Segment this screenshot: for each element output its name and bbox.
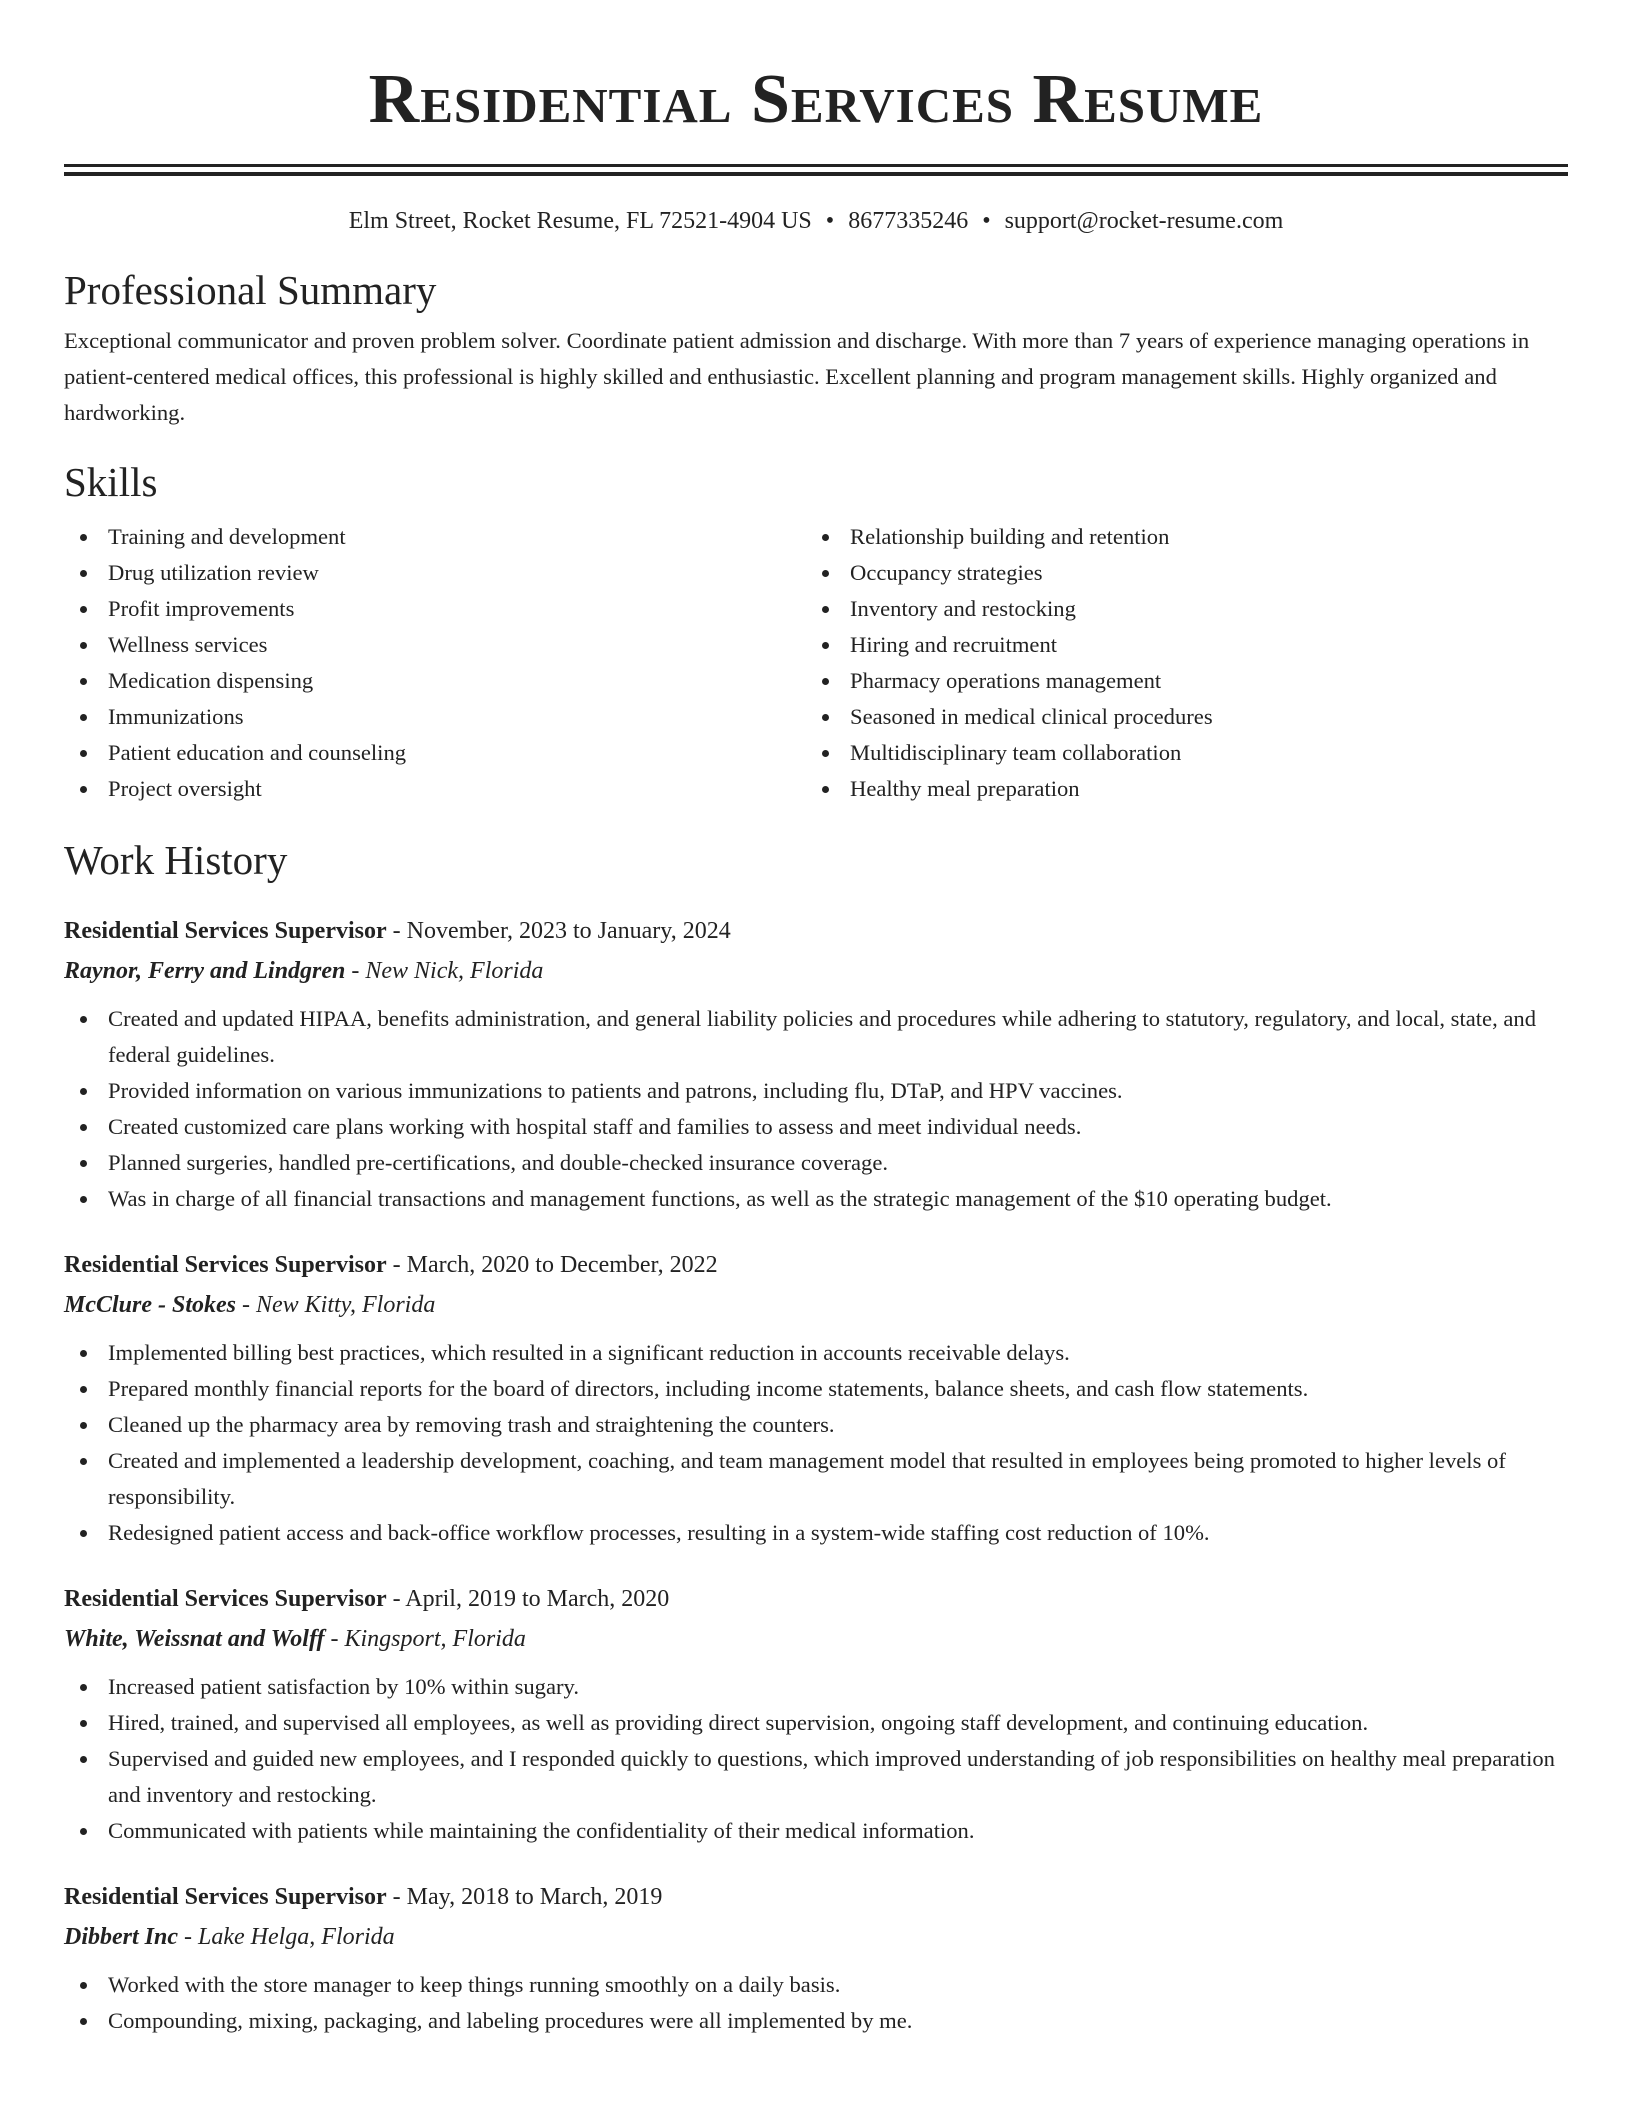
- duty-item: Redesigned patient access and back-office workflow processes, resulting in a system-wide staffing cost reduction of 10%.: [64, 1515, 1568, 1551]
- duty-item: Increased patient satisfaction by 10% within sugary.: [64, 1669, 1568, 1705]
- duty-item: Implemented billing best practices, which resulted in a significant reduction in accounts receivable delays.: [64, 1335, 1568, 1371]
- job-duties: [64, 1967, 1568, 2039]
- skill-item: Relationship building and retention: [806, 519, 1548, 555]
- summary-heading: Professional Summary: [64, 267, 437, 313]
- contact-separator: •: [825, 208, 835, 234]
- job-employer-line: [64, 1287, 1568, 1323]
- duty-item: Worked with the store manager to keep things running smoothly on a daily basis.: [64, 1967, 1568, 2003]
- contact-line: [64, 206, 1568, 236]
- contact-phone: 8677335246: [848, 208, 969, 234]
- duty-item: Created customized care plans working with hospital staff and families to assess and meet individual needs.: [64, 1109, 1568, 1145]
- header-rule-bottom: [64, 172, 1568, 176]
- job-employer-line: [64, 953, 1568, 989]
- duty-item: Provided information on various immunizations to patients and patrons, including flu, DTaP, and HPV vaccines.: [64, 1073, 1568, 1109]
- duty-item: Supervised and guided new employees, and I responded quickly to questions, which improved understanding of job responsibilities on healthy meal preparation and inventory and restocking.: [64, 1741, 1568, 1813]
- duty-item: Created and updated HIPAA, benefits administration, and general liability policies and procedures while adhering to statutory, regulatory, and local, state, and federal guidelines.: [64, 1001, 1568, 1073]
- resume-page: [64, 0, 1568, 2039]
- job-title-line: [64, 1879, 1568, 1915]
- job-location: - New Kitty, Florida: [236, 1292, 436, 1318]
- job-title: Residential Services Supervisor: [64, 1586, 387, 1612]
- job-duties: [64, 1001, 1568, 1217]
- job-location: - Kingsport, Florida: [324, 1626, 526, 1652]
- job-location: - New Nick, Florida: [345, 958, 544, 984]
- job-dates: - November, 2023 to January, 2024: [386, 918, 731, 944]
- job-title: Residential Services Supervisor: [64, 1252, 387, 1278]
- job-duties: [64, 1335, 1568, 1551]
- job-title-line: [64, 913, 1568, 949]
- job-employer-line: [64, 1919, 1568, 1955]
- skills-column-right: [806, 519, 1548, 807]
- skills-list: [64, 519, 1568, 807]
- skill-item: Occupancy strategies: [806, 555, 1548, 591]
- skill-item: Patient education and counseling: [64, 735, 806, 771]
- job-title: Residential Services Supervisor: [64, 918, 387, 944]
- duty-item: Prepared monthly financial reports for the board of directors, including income statements, balance sheets, and cash flow statements.: [64, 1371, 1568, 1407]
- job-entry: [64, 1879, 1568, 2039]
- skills-heading: Skills: [64, 459, 158, 505]
- job-duties: [64, 1669, 1568, 1849]
- resume-title: Residential Services Resume: [368, 61, 1264, 138]
- duty-item: Hired, trained, and supervised all employees, as well as providing direct supervision, ongoing staff development, and continuing education.: [64, 1705, 1568, 1741]
- summary-text: Exceptional communicator and proven problem solver. Coordinate patient admission and discharge. With more than 7 years of experience managing operations in patient-centered medical offices, this professional is highly skilled and enthusiastic. Excellent planning and program management skills. Highly organized and hardworking.: [64, 328, 1530, 425]
- job-employer: McClure - Stokes: [64, 1292, 237, 1318]
- skills-column-left: [64, 519, 806, 807]
- job-title: Residential Services Supervisor: [64, 1884, 387, 1910]
- job-dates: - May, 2018 to March, 2019: [386, 1884, 663, 1910]
- skill-item: Immunizations: [64, 699, 806, 735]
- duty-item: Communicated with patients while maintaining the confidentiality of their medical information.: [64, 1813, 1568, 1849]
- job-dates: - March, 2020 to December, 2022: [386, 1252, 718, 1278]
- job-employer: Dibbert Inc: [64, 1924, 178, 1950]
- duty-item: Cleaned up the pharmacy area by removing trash and straightening the counters.: [64, 1407, 1568, 1443]
- skill-item: Multidisciplinary team collaboration: [806, 735, 1548, 771]
- job-title-line: [64, 1581, 1568, 1617]
- job-employer: White, Weissnat and Wolff: [64, 1626, 325, 1652]
- contact-email: support@rocket-resume.com: [1004, 208, 1284, 234]
- job-employer: Raynor, Ferry and Lindgren: [64, 958, 346, 984]
- contact-separator: •: [982, 208, 991, 234]
- job-entry: [64, 1247, 1568, 1551]
- duty-item: Was in charge of all financial transactions and management functions, as well as the strategic management of the $10 operating budget.: [64, 1181, 1568, 1217]
- skill-item: Drug utilization review: [64, 555, 806, 591]
- duty-item: Planned surgeries, handled pre-certifications, and double-checked insurance coverage.: [64, 1145, 1568, 1181]
- skill-item: Healthy meal preparation: [806, 771, 1548, 807]
- skill-item: Pharmacy operations management: [806, 663, 1548, 699]
- skill-item: Seasoned in medical clinical procedures: [806, 699, 1548, 735]
- skill-item: Profit improvements: [64, 591, 806, 627]
- job-title-line: [64, 1247, 1568, 1283]
- job-dates: - April, 2019 to March, 2020: [386, 1586, 670, 1612]
- job-location: - Lake Helga, Florida: [178, 1924, 395, 1950]
- skill-item: Project oversight: [64, 771, 806, 807]
- job-entry: [64, 913, 1568, 1217]
- duty-item: Compounding, mixing, packaging, and labeling procedures were all implemented by me.: [64, 2003, 1568, 2039]
- skill-item: Training and development: [64, 519, 806, 555]
- header-rule-top: [64, 164, 1568, 167]
- skill-item: Hiring and recruitment: [806, 627, 1548, 663]
- duty-item: Created and implemented a leadership development, coaching, and team management model that resulted in employees being promoted to higher levels of responsibility.: [64, 1443, 1568, 1515]
- job-entry: [64, 1581, 1568, 1849]
- contact-address: Elm Street, Rocket Resume, FL 72521-4904 US: [348, 208, 812, 234]
- job-employer-line: [64, 1621, 1568, 1657]
- work-history-heading: Work History: [64, 837, 288, 883]
- skill-item: Inventory and restocking: [806, 591, 1548, 627]
- skill-item: Medication dispensing: [64, 663, 806, 699]
- skill-item: Wellness services: [64, 627, 806, 663]
